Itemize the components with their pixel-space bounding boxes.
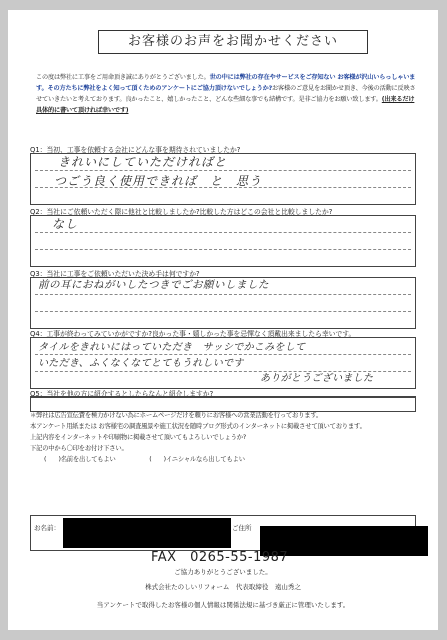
question-1-label: Q1：当初、工事を依頼する会社にどんな事を期待されていましたか?	[30, 146, 241, 154]
intro-text	[36, 72, 416, 116]
answer-4-line-2: いただき、ふくなくなてとてもうれしいです	[38, 358, 244, 369]
question-4-label: Q4：工事が終わってみていかがですか?良かった事・嬉しかった事を忌憚なく頂戴出来ましたら幸いです。	[30, 330, 356, 338]
privacy-notice: 当アンケートで取得したお客様の個人情報は関係法規に基づき厳正に管理いたします。	[96, 601, 350, 609]
fax-number: FAX 0265-55-1987	[151, 550, 289, 565]
footer-line-4: 下記の中から〇印をお付け下さい。	[30, 445, 128, 452]
option-name-ok[interactable]: ( )名前を出してもよい	[44, 456, 116, 463]
redaction-name	[63, 518, 231, 548]
answer-4-line-1: タイルをきれいにはっていただき サッシでかこみをして	[38, 342, 306, 353]
answer-1-line-1: きれいにしていただければと	[58, 155, 228, 169]
intro-p2: お客様のご意見をお聞かせ頂き、今後の活動に反映させていきたいと考えております。良かったこと、嬉しかったこと、どんな些細な事でも結構です。是非ご協力をお願い致します。	[36, 85, 416, 103]
name-label: お名前：	[34, 524, 60, 532]
answer-1-line-2: つごう良く使用できれば と 思う	[54, 174, 263, 188]
intro-underline: (出来るだけ具体的に書いて頂ければ幸いです)	[36, 96, 415, 114]
answer-4-line-3: ありがとうございました	[260, 373, 374, 384]
answer-box-2[interactable]	[30, 215, 416, 267]
footer-notice	[30, 410, 422, 465]
survey-title: お客様のお声をお聞かせください	[98, 30, 368, 54]
footer-line-1: ＊弊社は広告宣伝費を極力かけない為にホームページだけを頼りにお客様への営業活動を行っております。	[30, 412, 323, 419]
answer-3-line-1: 前の耳におねがいしたつきでごお願いしました	[38, 279, 269, 291]
intro-p1: この度は弊社に工事をご用命頂き誠にありがとうございました。	[36, 74, 210, 81]
intro-emphasis: 世の中には弊社の存在やサービスをご存知ない お客様が沢山いらっしゃいます。その方たちに弊社をよく知って頂くためのアンケートにご協力頂けないでしょうか?	[36, 74, 416, 92]
question-2-label: Q2：当社にご依頼いただく際に他社と比較しましたか?比較した方はどこの会社と比較しましたか?	[30, 208, 333, 216]
option-initial-ok[interactable]: ( )イニシャルなら出してもよい	[149, 456, 245, 463]
footer-line-3: 上記内容をインターネットや印刷物に掲載させて頂いてもよろしいでしょうか?	[30, 434, 246, 441]
question-5-label: Q5：当社を他の方に紹介するとしたらなんと紹介しますか?	[30, 390, 214, 398]
survey-sheet	[8, 10, 438, 630]
address-label: ご住所	[232, 524, 252, 532]
question-3-label: Q3：当社に工事をご依頼いただいた決め手は何ですか?	[30, 270, 200, 278]
thanks-text: ご協力ありがとうございました。	[174, 568, 272, 576]
company-name: 株式会社たのしいリフォーム 代表取締役 遠山秀之	[145, 583, 301, 591]
footer-line-2: 本アンケート用紙または お客様宅の調査風景や施工状況を随時ブログ形式のインターネットに掲載させて頂いております。	[30, 423, 366, 430]
answer-2-line-1: なし	[52, 217, 79, 231]
